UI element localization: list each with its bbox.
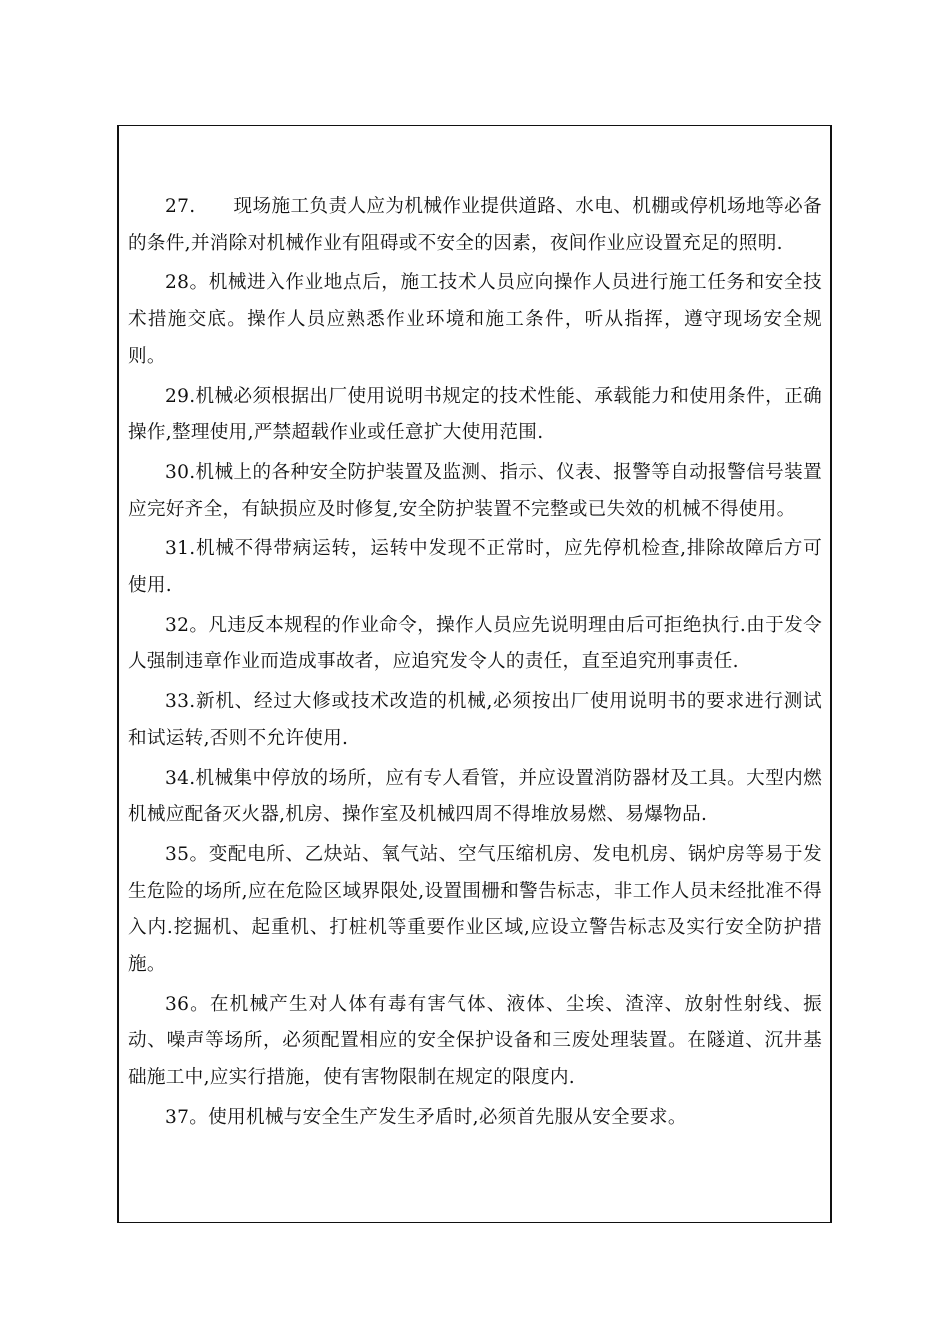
paragraph-27: 27. 现场施工负责人应为机械作业提供道路、水电、机棚或停机场地等必备的条件,并消除对机械作业有阻碍或不安全的因素，夜间作业应设置充足的照明. <box>128 196 822 254</box>
paragraph-31: 31.机械不得带病运转，运转中发现不正常时，应先停机检查,排除故障后方可使用. <box>128 538 822 597</box>
paragraph-33: 33.新机、经过大修或技术改造的机械,必须按出厂使用说明书的要求进行测试和试运转,否则不允许使用. <box>128 691 822 749</box>
paragraph-30: 30.机械上的各种安全防护装置及监测、指示、仪表、报警等自动报警信号装置应完好齐全，有缺损应及时修复,安全防护装置不完整或已失效的机械不得使用。 <box>128 461 822 520</box>
paragraph-35: 35。变配电所、乙炔站、氧气站、空气压缩机房、发电机房、锅炉房等易于发生危险的场所,应在危险区域界限处,设置围栅和警告标志，非工作人员未经批准不得入内.挖掘机、起重机、打桩机等重要作业区域,应设立警告标志及实行安全防护措施。 <box>128 843 822 976</box>
paragraph-29: 29.机械必须根据出厂使用说明书规定的技术性能、承载能力和使用条件，正确操作,整理使用,严禁超载作业或任意扩大使用范围. <box>128 385 822 444</box>
paragraph-32: 32。凡违反本规程的作业命令，操作人员应先说明理由后可拒绝执行.由于发令人强制违章作业而造成事故者，应追究发令人的责任，直至追究刑事责任. <box>128 614 822 673</box>
paragraph-28: 28。机械进入作业地点后，施工技术人员应向操作人员进行施工任务和安全技术措施交底。操作人员应熟悉作业环境和施工条件，听从指挥，遵守现场安全规则。 <box>128 272 822 367</box>
document-body <box>128 189 822 1140</box>
paragraph-37: 37。使用机械与安全生产发生矛盾时,必须首先服从安全要求。 <box>165 1106 687 1128</box>
paragraph-34: 34.机械集中停放的场所，应有专人看管，并应设置消防器材及工具。大型内燃机械应配备灭火器,机房、操作室及机械四周不得堆放易燃、易爆物品. <box>128 767 822 826</box>
paragraph-36: 36。在机械产生对人体有毒有害气体、液体、尘埃、渣滓、放射性射线、振动、噪声等场所，必须配置相应的安全保护设备和三废处理装置。在隧道、沉井基础施工中,应实行措施，使有害物限制在规定的限度内. <box>128 993 822 1089</box>
